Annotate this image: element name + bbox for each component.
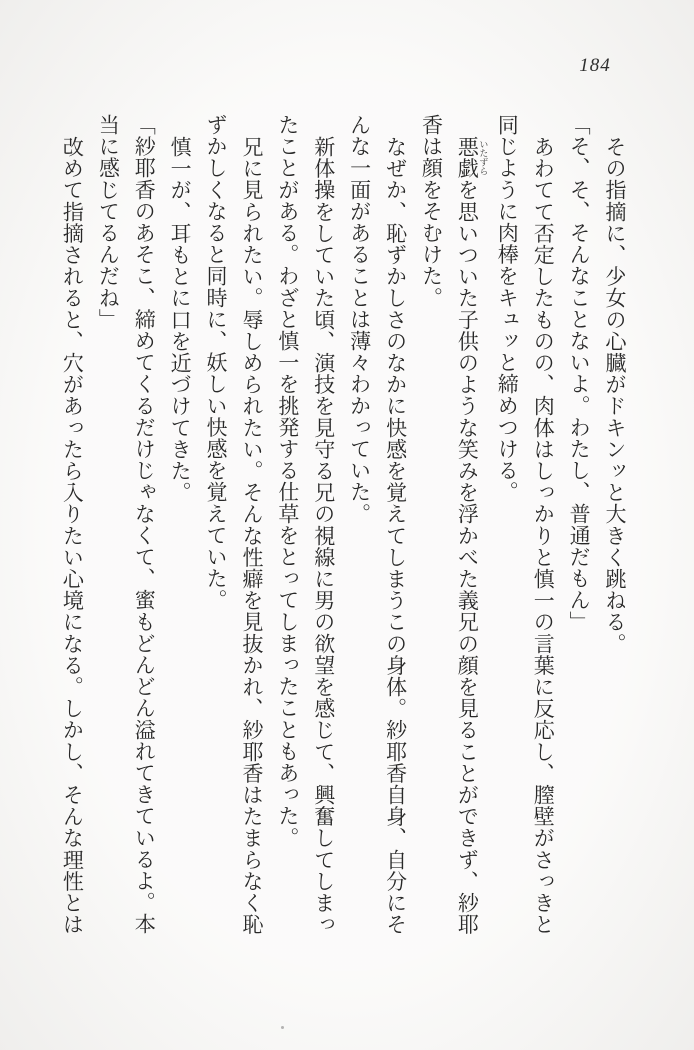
text-column: んな一面があることは薄々わかっていた。: [347, 114, 372, 525]
text-column: 新体操をしていた頃、演技を見守る兄の視線に男の欲望を感じて、興奮してしまっ: [311, 135, 336, 935]
text-column: 「そ、そ、そんなことないよ。わたし、普通だもん」: [567, 114, 592, 633]
text-column: 悪戯 いたずらを思いついた子供のような笑みを浮かべた義兄の顔を見ることができず、紗耶: [455, 135, 489, 935]
text-column: あわてて否定したものの、肉体はしっかりと慎一の言葉に反応し、膣壁がさっきと: [531, 135, 556, 935]
text-column: 改めて指摘されると、穴があったら入りたい心境になる。しかし、そんな理性とは: [60, 135, 85, 935]
text-column: ずかしくなると同時に、妖しい快感を覚えていた。: [204, 114, 229, 611]
text-column: 同じように肉棒をキュッと締めつける。: [495, 114, 520, 503]
vertical-text-block: [54, 114, 633, 966]
text-column: なぜか、恥ずかしさのなかに快感を覚えてしまうこの身体。紗耶香自身、自分にそ: [383, 135, 408, 935]
text-column: 兄に見られたい。辱しめられたい。そんな性癖を見抜かれ、紗耶香はたまらなく恥: [239, 135, 264, 935]
ruby-annotated-word: 悪戯 いたずら: [455, 135, 489, 179]
page-number: 184: [579, 55, 611, 76]
text-column: 「紗耶香のあそこ、締めてくるだけじゃなくて、蜜もどんどん溢れてきているよ。本: [132, 114, 157, 935]
text-column: その指摘に、少女の心臓がドキンッと大きく跳ねる。: [603, 135, 627, 654]
print-artifact-dot: [281, 1026, 284, 1029]
furigana: いたずら: [478, 135, 489, 179]
text-column: たことがある。わざと慎一を挑発する仕草をとってしまったこともあった。: [275, 114, 300, 849]
text-column: 香は顔をそむけた。: [419, 114, 444, 309]
text-column: 当に感じてるんだね」: [96, 114, 121, 330]
text-column: 慎一が、耳もとに口を近づけてきた。: [168, 135, 193, 503]
